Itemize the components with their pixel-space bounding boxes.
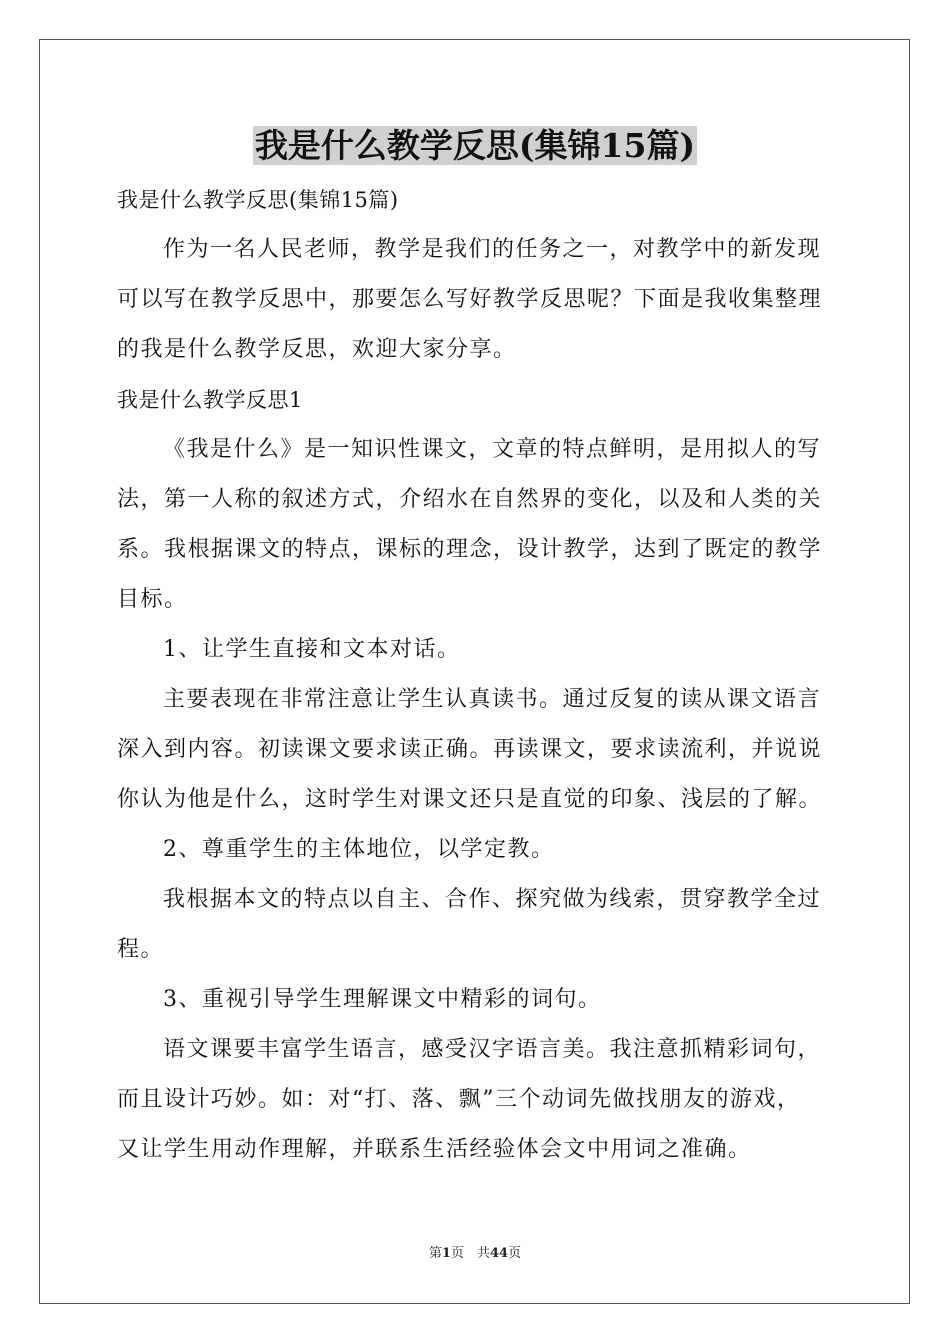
text-line: 你认为他是什么，这时学生对课文还只是直觉的印象、浅层的了解。 <box>117 787 823 812</box>
document-title <box>0 124 950 168</box>
text-line: 的我是什么教学反思，欢迎大家分享。 <box>117 337 517 362</box>
text-line: 主要表现在非常注意让学生认真读书。通过反复的读从课文语言 <box>163 687 822 712</box>
text-line: 2、尊重学生的主体地位，以学定教。 <box>163 837 555 862</box>
text-line: 3、重视引导学生理解课文中精彩的词句。 <box>163 987 602 1012</box>
footer-page-prefix: 第 <box>428 1246 442 1261</box>
text-line: 目标。 <box>117 587 188 612</box>
text-line: 我是什么教学反思(集锦15篇) <box>117 188 399 212</box>
document-title-text: 我是什么教学反思(集锦15篇) <box>254 126 696 165</box>
text-line: 我根据本文的特点以自主、合作、探究做为线索，贯穿教学全过 <box>163 887 822 912</box>
text-line: 语文课要丰富学生语言，感受汉字语言美。我注意抓精彩词句， <box>163 1037 822 1062</box>
page-footer <box>0 1245 950 1263</box>
text-line: 程。 <box>117 937 165 962</box>
text-line: 法，第一人称的叙述方式，介绍水在自然界的变化，以及和人类的关 <box>117 487 823 512</box>
footer-page-suffix: 页 <box>508 1246 522 1261</box>
footer-page-mid: 页 共 <box>450 1246 490 1261</box>
text-line: 可以写在教学反思中，那要怎么写好教学反思呢？下面是我收集整理 <box>117 287 823 312</box>
footer-page-total: 44 <box>489 1246 509 1261</box>
text-line: 1、让学生直接和文本对话。 <box>163 637 461 662</box>
text-line: 而且设计巧妙。如：对“打、落、飘”三个动词先做找朋友的游戏， <box>117 1087 801 1112</box>
text-line: 作为一名人民老师，教学是我们的任务之一，对教学中的新发现 <box>163 237 822 262</box>
document-body <box>117 175 833 1175</box>
footer-page-current: 1 <box>441 1246 451 1261</box>
text-line: 深入到内容。初读课文要求读正确。再读课文，要求读流利，并说说 <box>117 737 823 762</box>
text-line: 《我是什么》是一知识性课文，文章的特点鲜明，是用拟人的写 <box>163 437 822 462</box>
text-line: 系。我根据课文的特点，课标的理念，设计教学，达到了既定的教学 <box>117 537 823 562</box>
text-line: 我是什么教学反思1 <box>117 388 303 412</box>
text-line: 又让学生用动作理解，并联系生活经验体会文中用词之准确。 <box>117 1137 752 1162</box>
